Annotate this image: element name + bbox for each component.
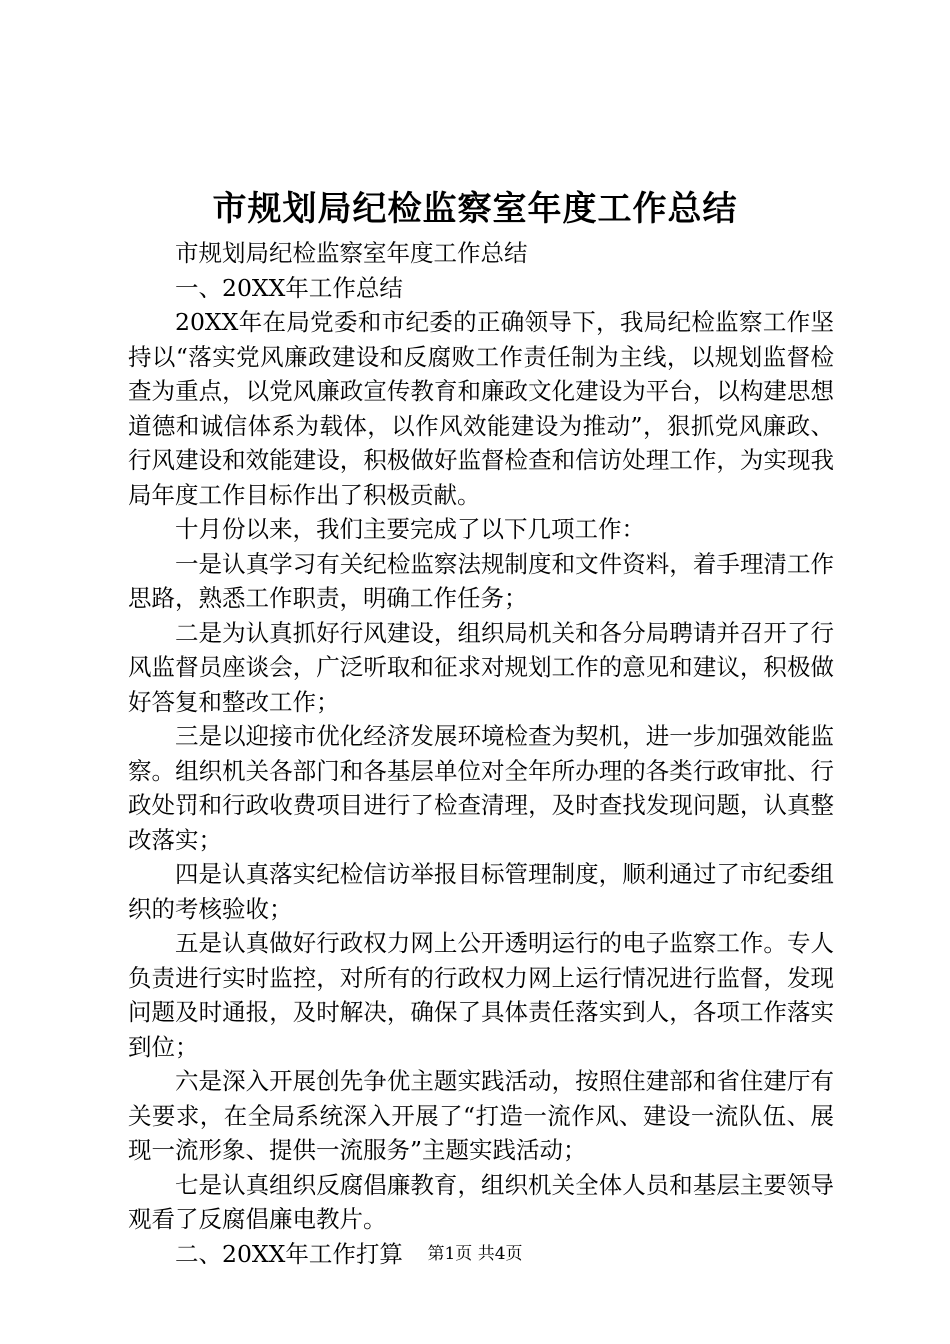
list-item-6: 六是深入开展创先争优主题实践活动，按照住建部和省住建厅有关要求，在全局系统深入开展了“打造一流作风、建设一流队伍、展现一流形象、提供一流服务”主题实践活动；	[128, 1067, 834, 1164]
paragraph: 20XX年在局党委和市纪委的正确领导下，我局纪检监察工作坚持以“落实党风廉政建设和反腐败工作责任制为主线，以规划监督检查为重点，以党风廉政宣传教育和廉政文化建设为平台，以构建思想道德和诚信体系为载体，以作风效能建设为推动”，狠抓党风廉政、行风建设和效能建设，积极做好监督检查和信访处理工作，为实现我局年度工作目标作出了积极贡献。	[128, 308, 834, 509]
list-item-4: 四是认真落实纪检信访举报目标管理制度，顺利通过了市纪委组织的考核验收；	[128, 860, 834, 923]
list-item-1: 一是认真学习有关纪检监察法规制度和文件资料，着手理清工作思路，熟悉工作职责，明确工作任务；	[128, 549, 834, 612]
list-item-3: 三是以迎接市优化经济发展环境检查为契机，进一步加强效能监察。组织机关各部门和各基层单位对全年所办理的各类行政审批、行政处罚和行政收费项目进行了检查清理，及时查找发现问题，认真整改落实；	[128, 722, 834, 854]
list-item-7: 七是认真组织反腐倡廉教育，组织机关全体人员和基层主要领导观看了反腐倡廉电教片。	[128, 1170, 834, 1233]
list-item-2: 二是为认真抓好行风建设，组织局机关和各分局聘请并召开了行风监督员座谈会，广泛听取和征求对规划工作的意见和建议，积极做好答复和整改工作；	[128, 618, 834, 716]
page-number: 第1页 共4页	[427, 1244, 523, 1264]
section-heading-1: 一、20XX年工作总结	[175, 273, 403, 302]
document-title: 市规划局纪检监察室年度工作总结	[212, 189, 738, 229]
document-body	[128, 236, 834, 1271]
list-item-5: 五是认真做好行政权力网上公开透明运行的电子监察工作。专人负责进行实时监控，对所有的行政权力网上运行情况进行监督，发现问题及时通报，及时解决，确保了具体责任落实到人，各项工作落实到位；	[128, 929, 834, 1061]
section-heading-2: 二、20XX年工作打算	[175, 1239, 403, 1268]
paragraph: 十月份以来，我们主要完成了以下几项工作：	[175, 515, 645, 543]
paragraph-subtitle: 市规划局纪检监察室年度工作总结	[175, 239, 528, 267]
